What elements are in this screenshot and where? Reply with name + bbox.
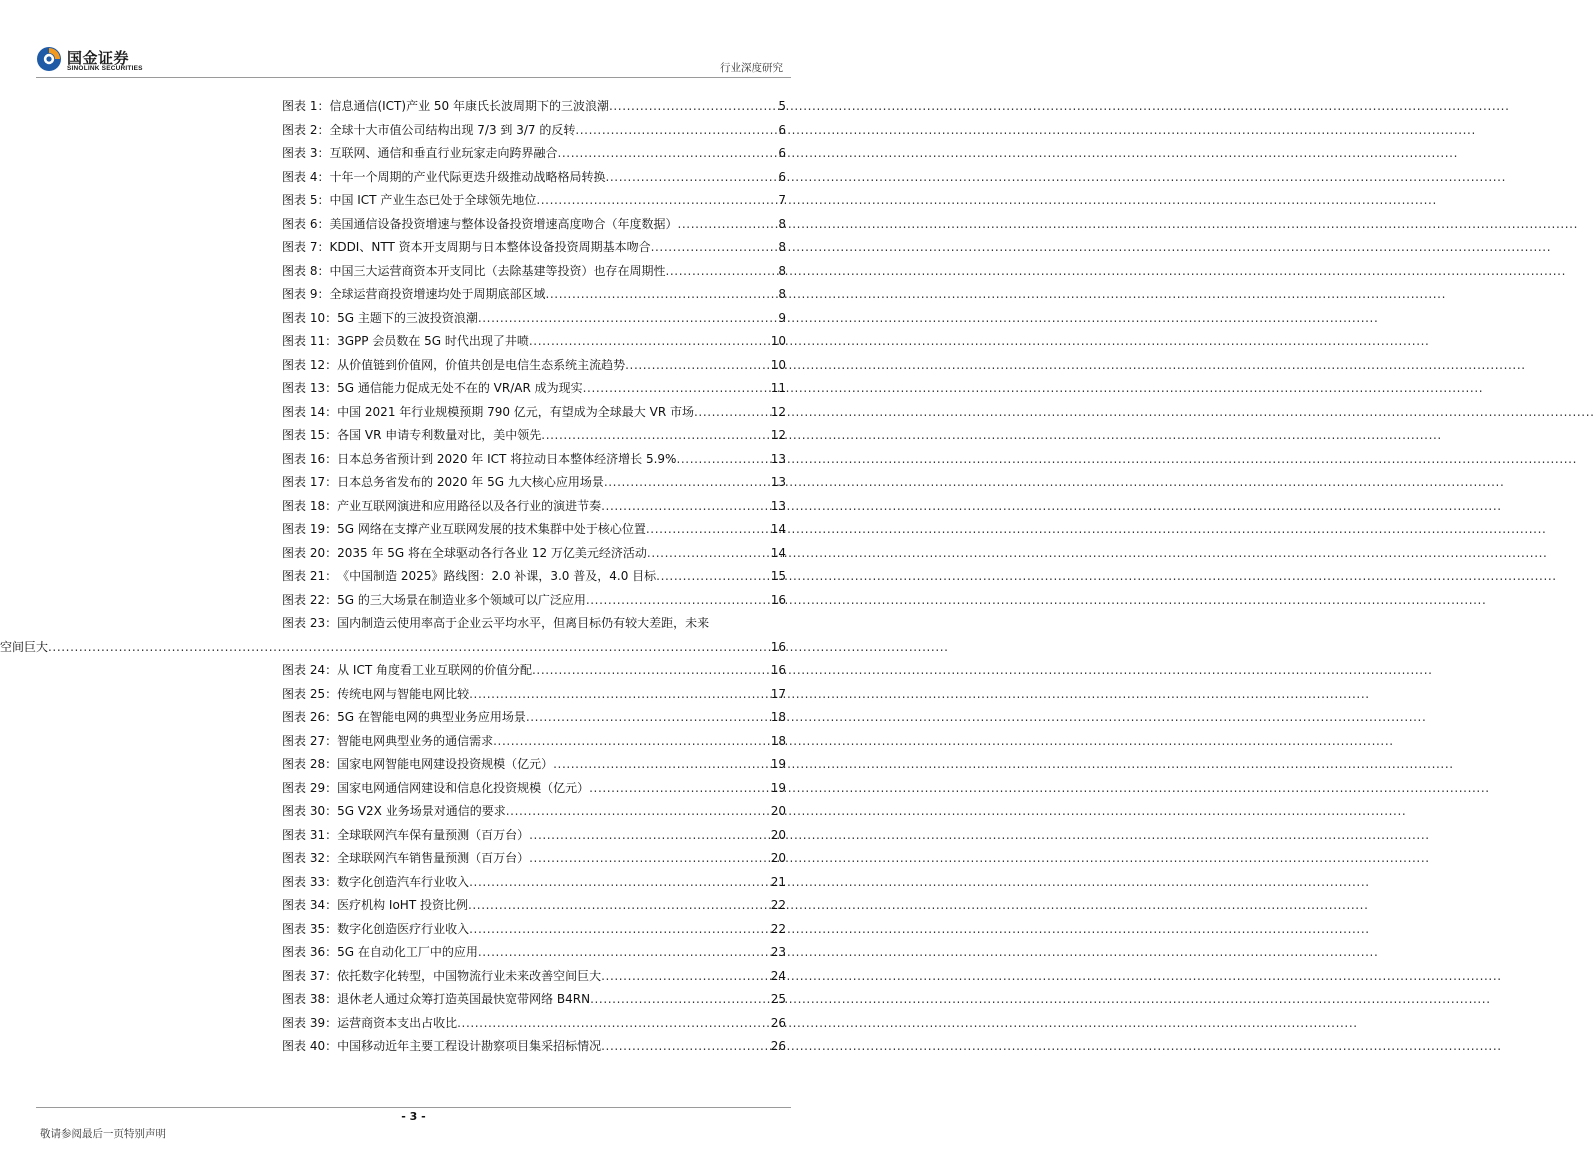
toc-entry-title: 《中国制造 2025》路线图：2.0 补课，3.0 普及，4.0 目标: [337, 569, 657, 583]
toc-entry-title: 全球联网汽车保有量预测（百万台）: [337, 827, 530, 842]
toc-entry-page: 10: [770, 357, 786, 372]
toc-entry-label: 图表 24：: [282, 663, 338, 677]
toc-entry-title: 5G 通信能力促成无处不在的 VR/AR 成为现实: [337, 381, 583, 395]
toc-dot-leader: [48, 640, 770, 654]
toc-entry-page: 14: [770, 545, 786, 560]
toc-entry-title: 互联网、通信和垂直行业玩家走向跨界融合: [329, 146, 558, 160]
toc-dot-leader: [469, 875, 770, 889]
toc-entry[interactable]: [282, 875, 786, 899]
toc-entry-label: 图表 22：: [282, 592, 338, 607]
toc-entry-label: 图表 38：: [282, 992, 338, 1006]
toc-entry[interactable]: [282, 898, 786, 922]
toc-entry-title: 3GPP 会员数在 5G 时代出现了井喷: [337, 334, 529, 348]
toc-entry-page: 20: [770, 827, 786, 842]
toc-dot-leader: [478, 945, 770, 959]
toc-entry-label: 图表 39：: [282, 1015, 338, 1030]
toc-dot-leader: [529, 334, 770, 348]
toc-entry-title: 信息通信(ICT)产业 50 年康氏长波周期下的三波浪潮: [329, 99, 609, 113]
toc-dot-leader: [506, 804, 770, 818]
company-logo: [36, 46, 166, 76]
toc-dot-leader: [469, 922, 770, 936]
toc-entry-label: 图表 28：: [282, 757, 338, 771]
toc-entry-title: 产业互联网演进和应用路径以及各行业的演进节奏: [337, 498, 602, 513]
toc-entry[interactable]: [282, 546, 786, 570]
toc-entry-label: 图表 11：: [282, 334, 338, 348]
toc-entry-page: 18: [770, 710, 786, 724]
toc-entry-continuation[interactable]: [0, 640, 786, 664]
toc-entry-label: 图表 18：: [282, 498, 338, 513]
toc-entry-page: 5: [778, 99, 786, 113]
toc-entry[interactable]: [282, 945, 786, 969]
toc-entry[interactable]: [282, 616, 786, 640]
toc-entry-title: 数字化创造汽车行业收入: [337, 874, 470, 889]
toc-entry-title: 运营商资本支出占收比: [337, 1015, 458, 1030]
toc-entry[interactable]: [282, 710, 786, 734]
toc-entry-page: 23: [770, 945, 786, 959]
toc-entry-label: 图表 12：: [282, 357, 338, 372]
toc-entry-label: 图表 25：: [282, 686, 338, 701]
toc-dot-leader: [541, 428, 769, 442]
toc-entry-page: 13: [770, 451, 786, 466]
toc-entry-page: 13: [770, 498, 786, 513]
toc-entry[interactable]: [282, 522, 786, 546]
toc-entry[interactable]: [282, 193, 786, 217]
toc-entry[interactable]: [282, 499, 786, 523]
toc-entry-title: 国内制造云使用率高于企业云平均水平，但离目标仍有较大差距，未来: [337, 616, 710, 630]
toc-entry-title: 全球联网汽车销售量预测（百万台）: [337, 851, 530, 865]
toc-entry-label: 图表 36：: [282, 945, 338, 959]
toc-dot-leader: [609, 99, 775, 113]
toc-entry[interactable]: [282, 969, 786, 993]
toc-dot-leader: [665, 264, 775, 278]
toc-entry[interactable]: [282, 922, 786, 946]
toc-entry-label: 图表 10：: [282, 310, 338, 325]
toc-entry[interactable]: [282, 734, 786, 758]
toc-entry-label: 图表 17：: [282, 475, 338, 489]
report-type: 行业深度研究: [720, 62, 783, 74]
toc-dot-leader: [601, 969, 770, 983]
toc-entry-page: 8: [778, 263, 786, 278]
toc-entry-page: 12: [770, 404, 786, 419]
toc-entry-page: 10: [770, 334, 786, 348]
toc-entry[interactable]: [282, 381, 786, 405]
toc-entry-label: 图表 19：: [282, 522, 338, 536]
toc-entry-title: 中国 2021 年行业规模预期 790 亿元，有望成为全球最大 VR 市场: [337, 404, 694, 419]
sinolink-logo-icon: [36, 46, 62, 72]
logo-chinese-name: 国金证券: [67, 49, 130, 67]
toc-entry-label: 图表 6：: [282, 216, 330, 231]
toc-entry-page: 6: [778, 122, 786, 137]
toc-entry[interactable]: [282, 757, 786, 781]
toc-dot-leader: [457, 1016, 770, 1030]
toc-dot-leader: [583, 381, 770, 395]
toc-entry-page: 11: [770, 381, 786, 395]
toc-entry[interactable]: [282, 123, 786, 147]
toc-dot-leader: [589, 781, 770, 795]
logo-english-name: SINOLINK SECURITIES: [67, 65, 143, 72]
toc-dot-leader: [532, 663, 770, 677]
toc-entry-label: 图表 16：: [282, 451, 338, 466]
toc-dot-leader: [586, 593, 770, 607]
toc-dot-leader: [557, 146, 775, 160]
toc-dot-leader: [604, 475, 770, 489]
toc-entry-title: 5G 网络在支撑产业互联网发展的技术集群中处于核心位置: [337, 522, 646, 536]
toc-entry[interactable]: [282, 1016, 786, 1040]
toc-entry-page: 20: [770, 804, 786, 818]
toc-dot-leader: [601, 499, 770, 513]
toc-entry-title: 十年一个周期的产业代际更迭升级推动战略格局转换: [329, 169, 606, 184]
toc-dot-leader: [536, 193, 775, 207]
toc-entry-title: 全球运营商投资增速均处于周期底部区域: [329, 287, 546, 301]
toc-dot-leader: [526, 710, 770, 724]
toc-entry-label: 图表 9：: [282, 287, 330, 301]
toc-entry-page: 14: [770, 522, 786, 536]
toc-entry[interactable]: [282, 828, 786, 852]
toc-dot-leader: [529, 828, 770, 842]
toc-entry-page: 19: [770, 780, 786, 795]
toc-entry-page: 19: [770, 757, 786, 771]
toc-entry-page: 17: [770, 686, 786, 701]
toc-entry-title: 中国三大运营商资本开支同比（去除基建等投资）也存在周期性: [329, 263, 666, 278]
toc-entry[interactable]: [282, 428, 786, 452]
toc-entry-page: 16: [770, 592, 786, 607]
toc-entry-label: 图表 8：: [282, 263, 330, 278]
toc-entry-title: KDDI、NTT 资本开支周期与日本整体设备投资周期基本吻合: [329, 240, 651, 254]
toc-dot-leader: [647, 546, 770, 560]
toc-entry-page: 15: [770, 569, 786, 583]
toc-entry[interactable]: [282, 264, 786, 288]
toc-entry-label: 图表 3：: [282, 146, 330, 160]
toc-entry-title: 全球十大市值公司结构出现 7/3 到 3/7 的反转: [329, 122, 576, 137]
toc-entry-page: 16: [770, 639, 786, 654]
toc-entry[interactable]: [282, 781, 786, 805]
toc-entry-title: 各国 VR 申请专利数量对比，美中领先: [337, 428, 542, 442]
toc-dot-leader: [469, 687, 770, 701]
toc-dot-leader: [575, 123, 775, 137]
toc-entry-label: 图表 2：: [282, 122, 330, 137]
toc-entry-label: 图表 40：: [282, 1039, 338, 1053]
toc-entry[interactable]: [282, 687, 786, 711]
toc-entry-page: 24: [770, 968, 786, 983]
toc-entry-title-cont: 空间巨大: [0, 639, 49, 654]
toc-entry-title: 退休老人通过众筹打造英国最快宽带网络 B4RN: [337, 992, 591, 1006]
toc-dot-leader: [676, 452, 769, 466]
disclaimer-note: 敬请参阅最后一页特别声明: [40, 1128, 166, 1140]
toc-entry-label: 图表 35：: [282, 921, 338, 936]
toc-entry-label: 图表 32：: [282, 851, 338, 865]
toc-entry-title: 国家电网通信网建设和信息化投资规模（亿元）: [337, 780, 590, 795]
toc-entry-page: 8: [778, 287, 786, 301]
toc-dot-leader: [625, 358, 770, 372]
toc-entry[interactable]: [282, 992, 786, 1016]
toc-dot-leader: [677, 217, 775, 231]
toc-entry-title: 从 ICT 角度看工业互联网的价值分配: [337, 663, 532, 677]
toc-dot-leader: [529, 851, 770, 865]
toc-dot-leader: [553, 757, 770, 771]
toc-dot-leader: [694, 405, 770, 419]
toc-entry[interactable]: [282, 804, 786, 828]
toc-entry-title: 从价值链到价值网，价值共创是电信生态系统主流趋势: [337, 357, 626, 372]
toc-entry-page: 18: [770, 733, 786, 748]
toc-entry-label: 图表 29：: [282, 780, 338, 795]
toc-entry-page: 6: [778, 146, 786, 160]
page-number: - 3 -: [401, 1110, 426, 1123]
toc-entry-label: 图表 30：: [282, 804, 338, 818]
toc-entry-page: 6: [778, 169, 786, 184]
toc-entry-title: 5G 的三大场景在制造业多个领域可以广泛应用: [337, 592, 586, 607]
toc-entry[interactable]: [282, 663, 786, 687]
toc-entry-page: 7: [778, 193, 786, 207]
toc-entry-title: 2035 年 5G 将在全球驱动各行各业 12 万亿美元经济活动: [337, 545, 647, 560]
toc-entry-title: 医疗机构 IoHT 投资比例: [337, 898, 468, 912]
toc-entry-label: 图表 20：: [282, 545, 338, 560]
toc-dot-leader: [651, 240, 775, 254]
toc-entry-page: 8: [778, 216, 786, 231]
figure-table-of-contents: [0, 99, 786, 1063]
toc-entry-label: 图表 37：: [282, 968, 338, 983]
toc-entry[interactable]: [282, 1039, 786, 1063]
toc-entry[interactable]: [282, 405, 786, 429]
toc-entry-label: 图表 14：: [282, 404, 338, 419]
toc-entry-label: 图表 13：: [282, 381, 338, 395]
header-divider: [36, 77, 791, 78]
toc-entry-title: 智能电网典型业务的通信需求: [337, 733, 494, 748]
toc-entry[interactable]: [282, 287, 786, 311]
toc-entry-label: 图表 7：: [282, 240, 330, 254]
toc-entry-title: 5G 主题下的三波投资浪潮: [337, 310, 478, 325]
toc-entry-title: 美国通信设备投资增速与整体设备投资增速高度吻合（年度数据）: [329, 216, 678, 231]
toc-entry-page: 8: [778, 240, 786, 254]
toc-entry-page: 22: [770, 898, 786, 912]
toc-entry-title: 依托数字化转型，中国物流行业未来改善空间巨大: [337, 968, 602, 983]
toc-dot-leader: [605, 170, 775, 184]
toc-entry-page: 26: [770, 1039, 786, 1053]
toc-entry-label: 图表 33：: [282, 874, 338, 889]
toc-entry[interactable]: [282, 334, 786, 358]
toc-entry-title: 中国 ICT 产业生态已处于全球领先地位: [329, 193, 537, 207]
page-header: [0, 0, 827, 80]
toc-dot-leader: [478, 311, 775, 325]
toc-entry[interactable]: [282, 170, 786, 194]
toc-entry-page: 22: [770, 921, 786, 936]
toc-entry-label: 图表 34：: [282, 898, 338, 912]
toc-entry-page: 13: [770, 475, 786, 489]
toc-entry-title: 5G V2X 业务场景对通信的要求: [337, 804, 506, 818]
toc-dot-leader: [545, 287, 775, 301]
toc-entry[interactable]: [282, 358, 786, 382]
toc-entry[interactable]: [282, 217, 786, 241]
toc-dot-leader: [646, 522, 770, 536]
toc-entry-label: 图表 31：: [282, 827, 338, 842]
toc-entry-page: 12: [770, 428, 786, 442]
toc-entry-page: 26: [770, 1015, 786, 1030]
toc-entry[interactable]: [282, 593, 786, 617]
toc-dot-leader: [656, 569, 770, 583]
toc-entry[interactable]: [282, 99, 786, 123]
toc-entry-title: 日本总务省发布的 2020 年 5G 九大核心应用场景: [337, 475, 604, 489]
toc-entry-label: 图表 15：: [282, 428, 338, 442]
toc-entry[interactable]: [282, 475, 786, 499]
toc-dot-leader: [601, 1039, 770, 1053]
toc-entry[interactable]: [282, 146, 786, 170]
toc-entry-page: 21: [770, 874, 786, 889]
toc-entry-label: 图表 5：: [282, 193, 330, 207]
toc-entry-label: 图表 23：: [282, 616, 338, 630]
toc-entry-title: 数字化创造医疗行业收入: [337, 921, 470, 936]
toc-entry-title: 日本总务省预计到 2020 年 ICT 将拉动日本整体经济增长 5.9%: [337, 451, 677, 466]
toc-entry[interactable]: [282, 569, 786, 593]
footer-divider: [36, 1107, 791, 1108]
toc-entry[interactable]: [282, 452, 786, 476]
toc-entry-title: 5G 在智能电网的典型业务应用场景: [337, 710, 526, 724]
toc-entry-label: 图表 1：: [282, 99, 330, 113]
toc-dot-leader: [493, 734, 770, 748]
toc-entry[interactable]: [282, 311, 786, 335]
toc-entry-page: 16: [770, 663, 786, 677]
toc-entry-label: 图表 4：: [282, 169, 330, 184]
toc-entry-title: 传统电网与智能电网比较: [337, 686, 470, 701]
toc-dot-leader: [468, 898, 770, 912]
toc-entry-label: 图表 26：: [282, 710, 338, 724]
toc-dot-leader: [590, 992, 770, 1006]
toc-entry-title: 5G 在自动化工厂中的应用: [337, 945, 478, 959]
toc-entry-page: 25: [770, 992, 786, 1006]
toc-entry-title: 国家电网智能电网建设投资规模（亿元）: [337, 757, 554, 771]
toc-entry-page: 9: [778, 310, 786, 325]
toc-entry-title: 中国移动近年主要工程设计勘察项目集采招标情况: [337, 1039, 602, 1053]
toc-entry-label: 图表 21：: [282, 569, 338, 583]
toc-entry-page: 20: [770, 851, 786, 865]
toc-entry[interactable]: [282, 851, 786, 875]
toc-entry-label: 图表 27：: [282, 733, 338, 748]
toc-entry[interactable]: [282, 240, 786, 264]
